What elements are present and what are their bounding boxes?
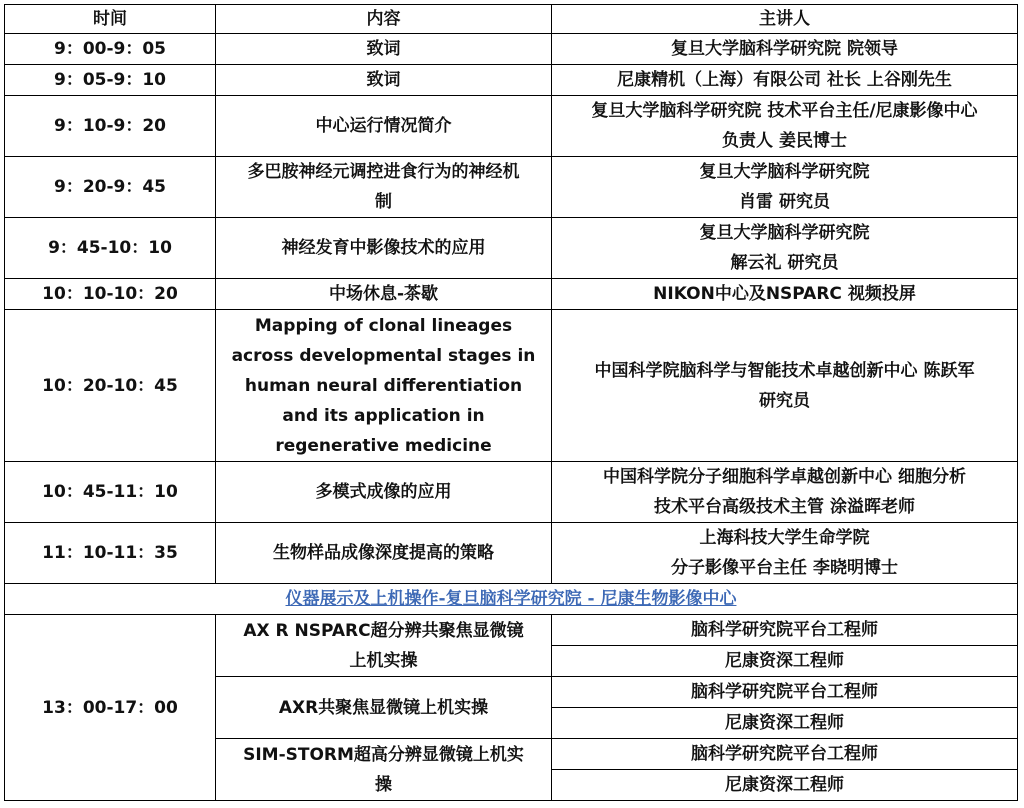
time-cell: 9：20-9：45 <box>5 157 216 218</box>
schedule-row <box>5 96 1018 157</box>
speaker-line: 负责人 姜民博士 <box>722 131 847 151</box>
speaker-line: 分子影像平台主任 李晓明博士 <box>671 558 898 578</box>
speaker-line: 技术平台高级技术主管 涂溢晖老师 <box>654 497 915 517</box>
session-content-cell <box>216 739 552 801</box>
content-line: 制 <box>375 192 392 212</box>
speaker-line: 尼康精机（上海）有限公司 社长 上谷刚先生 <box>617 70 952 90</box>
speaker-line: 复旦大学脑科学研究院 <box>699 162 870 182</box>
content-line: 中场休息-茶歇 <box>328 284 439 304</box>
content-line: human neural differentiation <box>244 375 523 396</box>
speaker-line: 复旦大学脑科学研究院 技术平台主任/尼康影像中心 <box>591 101 978 121</box>
afternoon-row <box>5 615 1018 646</box>
banner-row <box>5 584 1018 615</box>
speaker-cell <box>552 279 1018 310</box>
schedule-row <box>5 34 1018 65</box>
speaker-line: 解云礼 研究员 <box>730 253 839 273</box>
content-line: 神经发育中影像技术的应用 <box>281 238 486 258</box>
speaker-line: 肖雷 研究员 <box>739 192 830 212</box>
speaker-line: NIKON中心及NSPARC 视频投屏 <box>653 284 916 304</box>
content-line: 多模式成像的应用 <box>315 482 452 502</box>
speaker-cell <box>552 96 1018 157</box>
speaker-line: 上海科技大学生命学院 <box>699 528 870 548</box>
speaker-line: 中国科学院脑科学与智能技术卓越创新中心 陈跃军 <box>594 360 975 381</box>
time-cell: 9：00-9：05 <box>5 34 216 65</box>
afternoon-time-cell: 13：00-17：00 <box>5 615 216 801</box>
header-content: 内容 <box>216 5 552 34</box>
header-row <box>5 5 1018 34</box>
session-content-line: 上机实操 <box>349 650 418 671</box>
session-content-line: AX R NSPARC超分辨共聚焦显微镜 <box>243 620 524 641</box>
banner-cell <box>5 584 1018 615</box>
time-cell: 9：45-10：10 <box>5 218 216 279</box>
content-line: across developmental stages in <box>231 345 536 366</box>
speaker-cell <box>552 34 1018 65</box>
session-content-line: AXR共聚焦显微镜上机实操 <box>278 697 489 718</box>
session-speaker-cell: 尼康资深工程师 <box>552 646 1018 677</box>
time-cell: 11：10-11：35 <box>5 523 216 584</box>
time-cell: 9：10-9：20 <box>5 96 216 157</box>
session-content-line: 操 <box>375 774 392 795</box>
content-cell <box>216 96 552 157</box>
session-speaker-cell: 尼康资深工程师 <box>552 770 1018 801</box>
speaker-line: 中国科学院分子细胞科学卓越创新中心 细胞分析 <box>603 467 966 487</box>
content-line: 致词 <box>366 39 401 59</box>
time-cell: 10：45-11：10 <box>5 462 216 523</box>
session-speaker-cell: 脑科学研究院平台工程师 <box>552 739 1018 770</box>
content-cell <box>216 523 552 584</box>
time-cell: 10：10-10：20 <box>5 279 216 310</box>
speaker-cell <box>552 523 1018 584</box>
schedule-row <box>5 65 1018 96</box>
speaker-cell <box>552 218 1018 279</box>
content-cell <box>216 218 552 279</box>
speaker-cell <box>552 310 1018 462</box>
schedule-row <box>5 157 1018 218</box>
session-speaker-cell: 脑科学研究院平台工程师 <box>552 615 1018 646</box>
content-line: 生物样品成像深度提高的策略 <box>273 543 494 563</box>
speaker-cell <box>552 157 1018 218</box>
content-cell <box>216 279 552 310</box>
speaker-cell <box>552 462 1018 523</box>
speaker-line: 研究员 <box>759 390 810 411</box>
content-line: 中心运行情况简介 <box>315 116 452 136</box>
session-content-cell <box>216 615 552 677</box>
speaker-cell <box>552 65 1018 96</box>
schedule-row <box>5 218 1018 279</box>
content-cell <box>216 157 552 218</box>
content-line: 致词 <box>366 70 401 90</box>
session-content-cell <box>216 677 552 739</box>
schedule-row <box>5 279 1018 310</box>
content-line: 多巴胺神经元调控进食行为的神经机 <box>247 162 520 182</box>
speaker-line: 复旦大学脑科学研究院 院领导 <box>671 39 898 59</box>
content-cell <box>216 310 552 462</box>
schedule-row <box>5 462 1018 523</box>
content-line: Mapping of clonal lineages <box>254 315 513 336</box>
session-speaker-cell: 脑科学研究院平台工程师 <box>552 677 1018 708</box>
content-cell <box>216 65 552 96</box>
time-cell: 9：05-9：10 <box>5 65 216 96</box>
content-line: regenerative medicine <box>275 435 492 456</box>
session-content-line: SIM-STORM超高分辨显微镜上机实 <box>243 744 524 765</box>
schedule-row <box>5 310 1018 462</box>
banner-link[interactable]: 仪器展示及上机操作-复旦脑科学研究院 - 尼康生物影像中心 <box>285 589 737 609</box>
schedule-row <box>5 523 1018 584</box>
header-speaker: 主讲人 <box>552 5 1018 34</box>
content-line: and its application in <box>282 405 485 426</box>
time-cell: 10：20-10：45 <box>5 310 216 462</box>
content-cell <box>216 34 552 65</box>
header-time: 时间 <box>5 5 216 34</box>
speaker-line: 复旦大学脑科学研究院 <box>699 223 870 243</box>
schedule-table <box>4 4 1018 801</box>
session-speaker-cell: 尼康资深工程师 <box>552 708 1018 739</box>
content-cell <box>216 462 552 523</box>
